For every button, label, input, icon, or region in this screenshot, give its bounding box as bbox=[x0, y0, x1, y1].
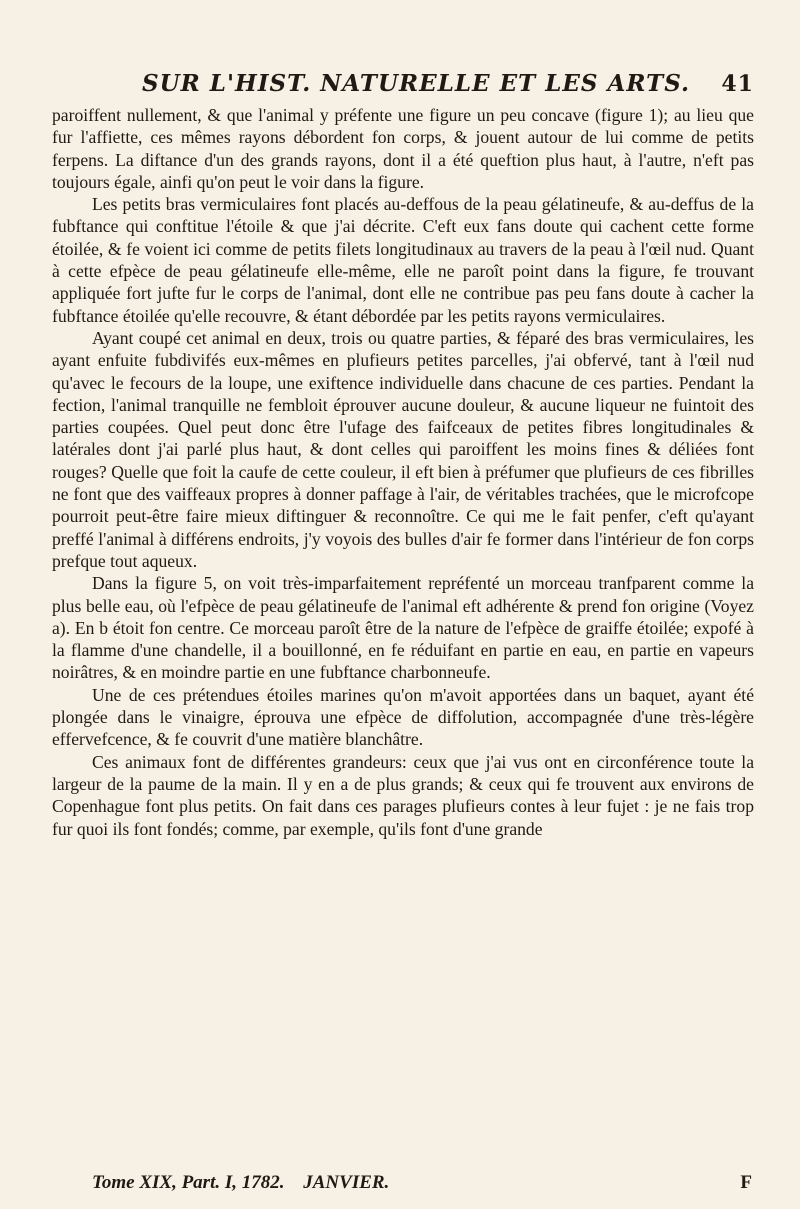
signature-mark: F bbox=[740, 1172, 752, 1193]
paragraph: Une de ces prétendues étoiles marines qu'on m'avoit apportées dans un baquet, ayant été plongée dans le vinaigre, éprouva une efpèce de diffolution, accompagnée d'une très-légère effervefcence, & fe couvrit d'une matière blanchâtre. bbox=[52, 684, 754, 750]
volume-info: Tome XIX, Part. I, 1782. bbox=[92, 1172, 285, 1193]
paragraph: Ayant coupé cet animal en deux, trois ou quatre parties, & féparé des bras vermiculaires, les ayant enfuite fubdivifés eux-mêmes en plufieurs petites parcelles, j'ai obfervé, tant à l'œil nud qu'avec le fecours de la loupe, une exiftence individuelle dans chacune de ces parties. Pendant la fection, l'animal tranquille ne fembloit éprouver aucune douleur, & aucune liqueur ne fuintoit des parties coupées. Quel peut donc être l'ufage des faifceaux de petites fibres longitudinales & latérales dont j'ai parlé plus haut, & dont celles qui paroiffent les moins fines & déliées font rouges? Quelle que foit la caufe de cette couleur, il eft bien à préfumer que plufieurs de ces fibrilles ne font que des vaiffeaux propres à donner paffage à l'air, de véritables trachées, que le microfcope pourroit peut-être faire mieux diftinguer & reconnoître. Ce qui me le fait penfer, c'eft qu'ayant preffé l'animal à différens endroits, j'y voyois des bulles d'air fe former dans l'intérieur de fon corps prefque tout aqueux. bbox=[52, 327, 754, 571]
running-title: SUR L'HIST. NATURELLE ET LES ARTS. bbox=[142, 70, 691, 97]
page-footer bbox=[92, 1172, 762, 1194]
body-text bbox=[52, 104, 754, 840]
paragraph: paroiffent nullement, & que l'animal y préfente une figure un peu concave (figure 1); au lieu que fur l'affiette, ces mêmes rayons débordent fon corps, & jouent autour de lui comme de petits ferpens. La diftance d'un des grands rayons, dont il a été queftion plus haut, à l'autre, n'eft pas toujours égale, ainfi qu'on peut le voir dans la figure. bbox=[52, 105, 754, 192]
running-header bbox=[142, 70, 754, 97]
page-number: 41 bbox=[721, 71, 754, 97]
paragraph: Ces animaux font de différentes grandeurs: ceux que j'ai vus ont en circonférence toute la largeur de la paume de la main. Il y en a de plus grands; & ceux qui fe trouvent aux environs de Copenhague font plus petits. On fait dans ces parages plufieurs contes à leur fujet : je ne fais trop fur quoi ils font fondés; comme, par exemple, qu'ils font d'une grande bbox=[52, 751, 754, 839]
month: JANVIER. bbox=[303, 1172, 390, 1193]
paragraph: Les petits bras vermiculaires font placés au-deffous de la peau gélatineufe, & au-deffus de la fubftance qui conftitue l'étoile & que j'ai décrite. C'eft eux fans doute qui cachent cette forme étoilée, & fe voient ici comme de petits filets longitudinaux au travers de la peau à l'œil nud. Quant à cette efpèce de peau gélatineufe elle-même, elle ne paroît point dans la figure, fe trouvant appliquée fort jufte fur le corps de l'animal, dont elle ne contribue pas peu fans doute à cacher la fubftance étoilée qu'elle recouvre, & étant débordée par les petits rayons vermiculaires. bbox=[52, 194, 754, 326]
paragraph: Dans la figure 5, on voit très-imparfaitement repréfenté un morceau tranfparent comme la plus belle eau, où l'efpèce de peau gélatineufe de l'animal eft adhérente & prend fon origine (Voyez a). En b étoit fon centre. Ce morceau paroît être de la nature de l'efpèce de graiffe étoilée; expofé à la flamme d'une chandelle, il a bouillonné, en fe réduifant en partie en eau, en partie en vapeurs noirâtres, & en moindre partie en une fubftance charbonneufe. bbox=[52, 573, 754, 683]
